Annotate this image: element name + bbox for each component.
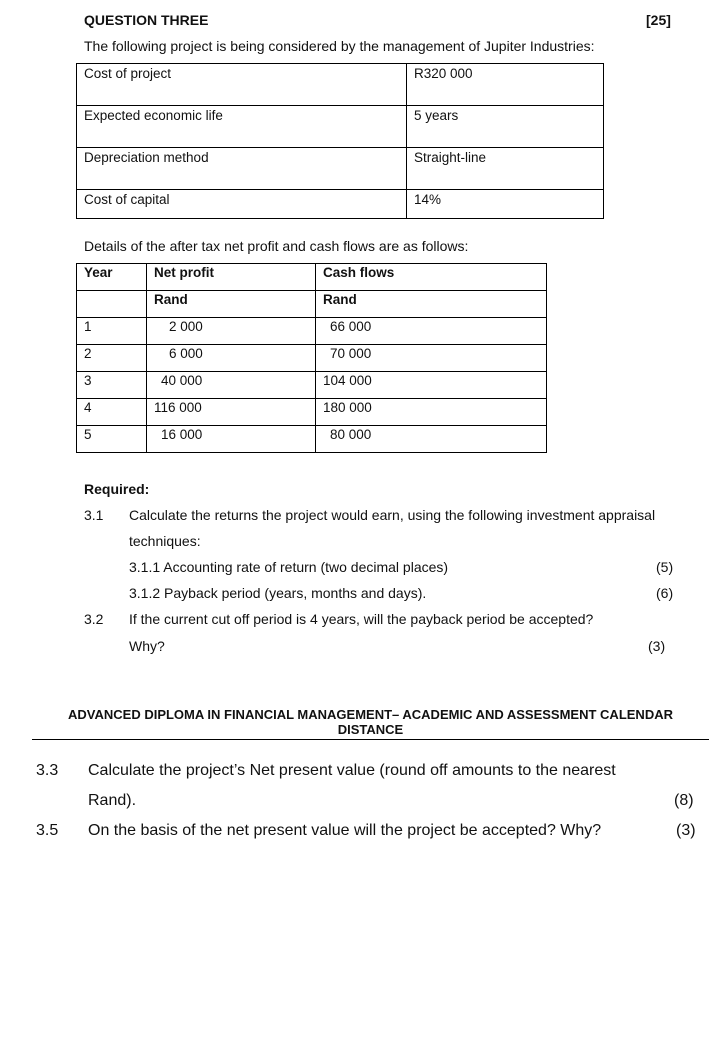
- profit-cell: 40 000: [147, 372, 316, 399]
- table-row: [77, 318, 547, 345]
- q311-text: 3.1.1 Accounting rate of return (two decimal places): [129, 559, 449, 575]
- unit-cell: [77, 291, 147, 318]
- table-cell: Expected economic life: [77, 106, 407, 148]
- q32-text: If the current cut off period is 4 years, will the payback period be accepted?: [129, 611, 594, 627]
- q35-text: On the basis of the net present value will the project be accepted? Why?: [88, 822, 602, 839]
- q31-text-cont: techniques:: [129, 533, 201, 549]
- table-row: [77, 426, 547, 453]
- profit-cell: 6 000: [147, 345, 316, 372]
- question-marks: [25]: [646, 12, 671, 28]
- q33-text-cont: Rand).: [88, 792, 137, 809]
- q33-marks: (8): [674, 792, 694, 809]
- table-row: [77, 345, 547, 372]
- table-cell: Cost of project: [77, 64, 407, 106]
- table-units-row: [77, 291, 547, 318]
- q31-text: Calculate the returns the project would earn, using the following investment appraisal: [129, 507, 656, 523]
- table-row: [77, 372, 547, 399]
- table-cell: Cost of capital: [77, 190, 407, 219]
- table-cell: Straight-line: [407, 148, 604, 190]
- cash-cell: 66 000: [316, 318, 547, 345]
- q312-marks: (6): [656, 585, 674, 601]
- year-cell: 5: [77, 426, 147, 453]
- column-header-year: Year: [77, 264, 147, 291]
- section-header-line1: ADVANCED DIPLOMA IN FINANCIAL MANAGEMENT– ACADEMIC AND ASSESSMENT CALENDAR: [68, 707, 673, 722]
- required-label: Required:: [84, 481, 150, 497]
- table-cell: R320 000: [407, 64, 604, 106]
- table-row: [77, 148, 604, 190]
- q35-marks: (3): [676, 822, 696, 839]
- column-header-net-profit: Net profit: [147, 264, 316, 291]
- table-row: [77, 106, 604, 148]
- table-cell: 14%: [407, 190, 604, 219]
- q312-text: 3.1.2 Payback period (years, months and days).: [129, 585, 427, 601]
- q311-marks: (5): [656, 559, 674, 575]
- section-header: [32, 707, 709, 737]
- unit-cell: Rand: [316, 291, 547, 318]
- cash-cell: 80 000: [316, 426, 547, 453]
- table-cell: 5 years: [407, 106, 604, 148]
- cash-flow-table: [76, 263, 547, 453]
- cash-cell: 104 000: [316, 372, 547, 399]
- q32-text-cont: Why?: [129, 638, 165, 654]
- cash-cell: 70 000: [316, 345, 547, 372]
- year-cell: 2: [77, 345, 147, 372]
- year-cell: 4: [77, 399, 147, 426]
- q33-number: 3.3: [36, 762, 59, 779]
- q35-number: 3.5: [36, 822, 59, 839]
- table-cell: Depreciation method: [77, 148, 407, 190]
- question-title: QUESTION THREE: [84, 12, 209, 28]
- section-header-line2: DISTANCE: [337, 722, 404, 737]
- year-cell: 1: [77, 318, 147, 345]
- q32-marks: (3): [648, 638, 666, 654]
- section-divider: [32, 739, 709, 740]
- profit-cell: 2 000: [147, 318, 316, 345]
- q31-number: 3.1: [84, 507, 104, 523]
- profit-cell: 116 000: [147, 399, 316, 426]
- table-row: [77, 190, 604, 219]
- table-row: [77, 64, 604, 106]
- cash-cell: 180 000: [316, 399, 547, 426]
- column-header-cash-flows: Cash flows: [316, 264, 547, 291]
- intro-text: The following project is being considered by the management of Jupiter Industries:: [84, 38, 595, 54]
- project-table: [76, 63, 604, 219]
- table-row: [77, 399, 547, 426]
- q32-number: 3.2: [84, 611, 104, 627]
- table-header-row: [77, 264, 547, 291]
- q33-text: Calculate the project’s Net present value (round off amounts to the nearest: [88, 762, 616, 779]
- unit-cell: Rand: [147, 291, 316, 318]
- year-cell: 3: [77, 372, 147, 399]
- profit-cell: 16 000: [147, 426, 316, 453]
- details-text: Details of the after tax net profit and cash flows are as follows:: [84, 238, 469, 254]
